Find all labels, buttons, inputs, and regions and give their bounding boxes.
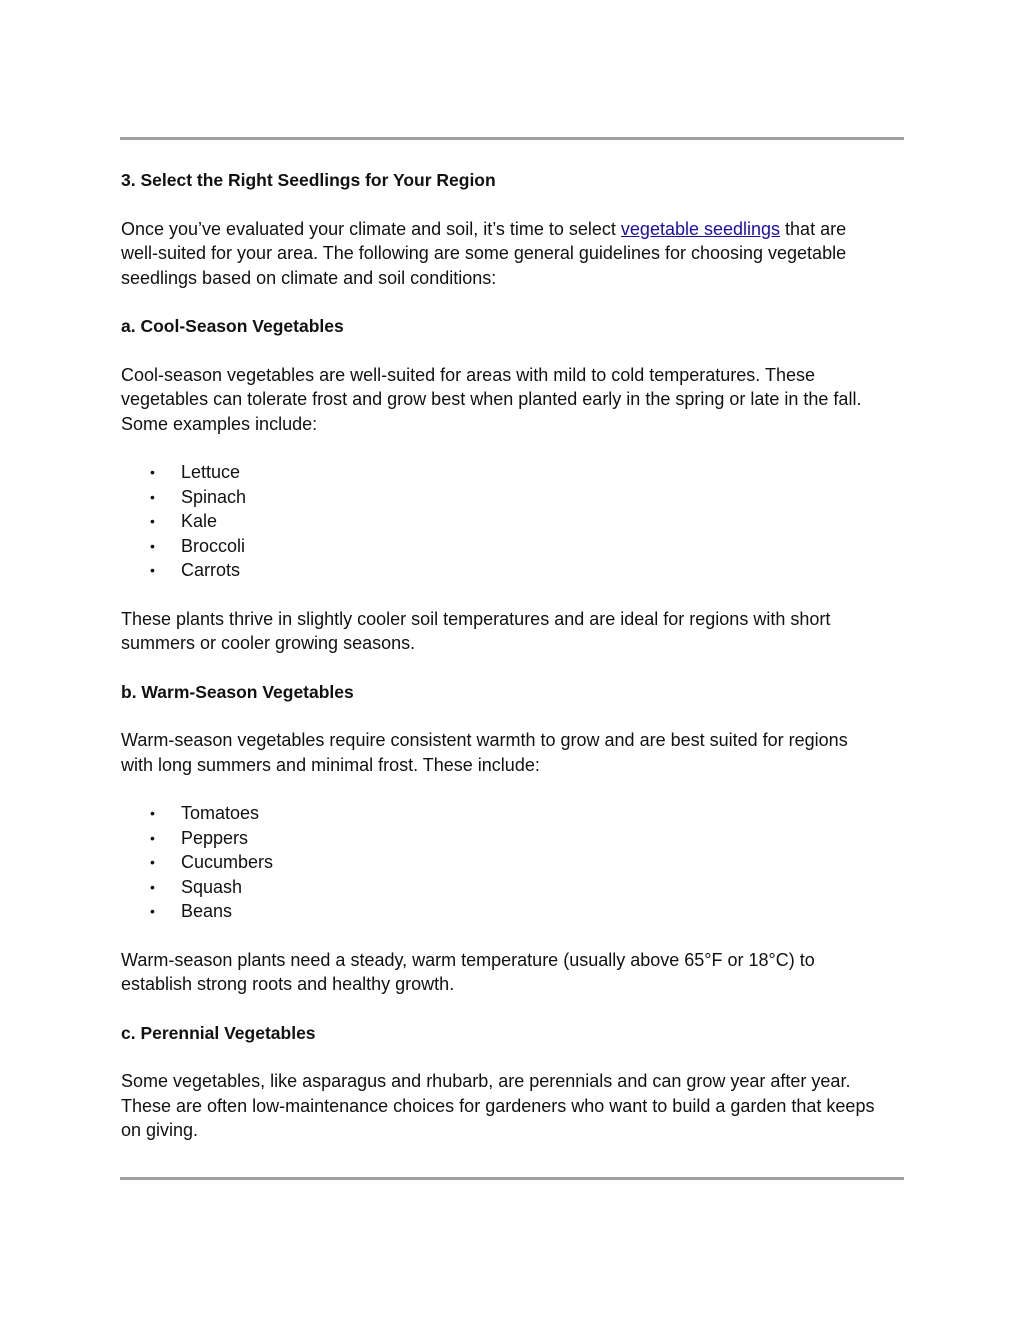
- list-item-label: Lettuce: [181, 462, 241, 482]
- list-item: [121, 801, 905, 826]
- warm-season-list: [121, 801, 905, 924]
- list-item: [121, 875, 905, 900]
- list-item-label: Beans: [181, 901, 233, 921]
- bottom-divider: [120, 1177, 904, 1180]
- list-item: [121, 534, 905, 559]
- warm-note-line-2: establish strong roots and healthy growth.: [121, 974, 455, 994]
- bullet-icon: •: [150, 903, 155, 919]
- perennial-heading: c. Perennial Vegetables: [121, 1022, 316, 1043]
- list-item-label: Kale: [181, 511, 218, 531]
- list-item-label: Squash: [181, 876, 243, 897]
- perennial-line-1: Some vegetables, like asparagus and rhubarb, are perennials and can grow year after year.: [121, 1071, 851, 1091]
- list-item: [121, 558, 905, 583]
- list-item: [121, 460, 905, 485]
- intro-paragraph: [121, 217, 905, 291]
- cool-season-heading: a. Cool-Season Vegetables: [121, 316, 344, 336]
- intro-text-start: Once you’ve evaluated your climate and soil, it’s time to select: [121, 218, 621, 239]
- bullet-icon: •: [150, 464, 155, 480]
- bullet-icon: •: [150, 854, 155, 870]
- bullet-icon: •: [150, 513, 155, 529]
- cool-line-2: vegetables can tolerate frost and grow best when planted early in the spring or late in the fall.: [121, 389, 862, 409]
- cool-line-1: Cool-season vegetables are well-suited for areas with mild to cold temperatures. These: [121, 364, 816, 385]
- bullet-icon: •: [150, 805, 155, 821]
- bullet-icon: •: [150, 562, 155, 578]
- list-item: [121, 509, 905, 534]
- list-item: [121, 826, 905, 851]
- top-divider: [120, 137, 904, 140]
- warm-season-note: [121, 948, 905, 997]
- list-item-label: Tomatoes: [181, 803, 260, 823]
- bullet-icon: •: [150, 488, 155, 505]
- warm-line-1: Warm-season vegetables require consistent warmth to grow and are best suited for regions: [121, 730, 848, 750]
- list-item: [121, 899, 905, 924]
- warm-season-paragraph: [121, 728, 905, 777]
- cool-line-3: Some examples include:: [121, 413, 318, 434]
- cool-season-paragraph: [121, 363, 905, 437]
- list-item-label: Carrots: [181, 560, 241, 580]
- warm-note-line-1: Warm-season plants need a steady, warm temperature (usually above 65°F or 18°C) to: [121, 949, 815, 970]
- cool-note-line-2: summers or cooler growing seasons.: [121, 633, 416, 653]
- perennial-line-2: These are often low-maintenance choices for gardeners who want to build a garden that keeps: [121, 1095, 875, 1116]
- list-item: [121, 850, 905, 875]
- bullet-icon: •: [150, 537, 155, 554]
- intro-text-end: that are: [780, 218, 847, 239]
- perennial-paragraph: [121, 1069, 905, 1143]
- list-item-label: Broccoli: [181, 535, 246, 556]
- cool-note-line-1: These plants thrive in slightly cooler soil temperatures and are ideal for regions with short: [121, 608, 831, 629]
- vegetable-seedlings-link[interactable]: vegetable seedlings: [620, 218, 781, 239]
- list-item-label: Cucumbers: [181, 852, 274, 872]
- bullet-icon: •: [150, 829, 155, 846]
- intro-line-2: well-suited for your area. The following are some general guidelines for choosing vegetable: [121, 243, 847, 263]
- intro-line-3: seedlings based on climate and soil conditions:: [121, 267, 497, 288]
- perennial-line-3: on giving.: [121, 1120, 199, 1140]
- list-item-label: Spinach: [181, 486, 247, 507]
- list-item: [121, 485, 905, 510]
- warm-season-heading: b. Warm-Season Vegetables: [121, 681, 354, 702]
- document-body: [121, 168, 905, 1143]
- cool-season-list: [121, 460, 905, 583]
- cool-season-note: [121, 607, 905, 656]
- section-heading: 3. Select the Right Seedlings for Your Region: [121, 170, 496, 190]
- warm-line-2: with long summers and minimal frost. These include:: [121, 754, 540, 775]
- bullet-icon: •: [150, 878, 155, 895]
- list-item-label: Peppers: [181, 827, 249, 848]
